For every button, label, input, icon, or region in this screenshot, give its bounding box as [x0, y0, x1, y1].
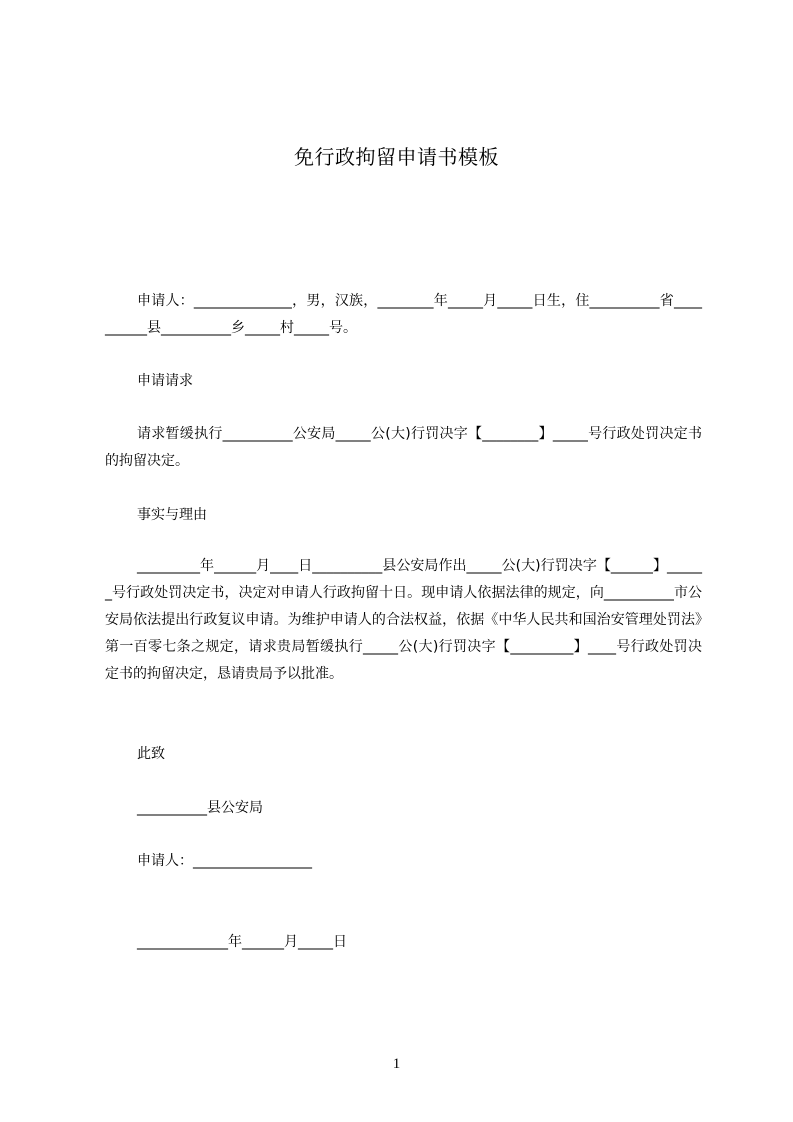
applicant-paragraph: 申请人：______________，男，汉族，________年_____月_____日生，住__________省__________县__________乡_____村_____号。	[105, 293, 702, 336]
page-number: 1	[392, 1056, 401, 1072]
recipient-line: __________县公安局	[137, 800, 263, 816]
date-line: _____________年______月_____日	[137, 934, 347, 950]
document-title: 免行政拘留申请书模板	[294, 145, 499, 169]
request-paragraph: 请求暂缓执行__________公安局_____公(大)行罚决字【________】_____号行政处罚决定书的拘留决定。	[105, 426, 702, 469]
request-heading: 申请请求	[137, 373, 193, 389]
facts-heading: 事实与理由	[137, 507, 207, 523]
salutation: 此致	[137, 746, 165, 762]
facts-paragraph: _________年______月____日__________县公安局作出_____公(大)行罚决字【______】______号行政处罚决定书，决定对申请人行政拘留十日。现申请人依据法律的规定，向__________市公安局依法提出行政复议申请。为维护申请人的合法权益，依据《中华人民共和国治安管理处罚法》第一百零七条之规定，请求贵局暂缓执行_____公(大)行罚决字【_________】____号行政处罚决定书的拘留决定，恳请贵局予以批准。	[105, 558, 702, 682]
signature-line: 申请人：_________________	[137, 853, 312, 869]
